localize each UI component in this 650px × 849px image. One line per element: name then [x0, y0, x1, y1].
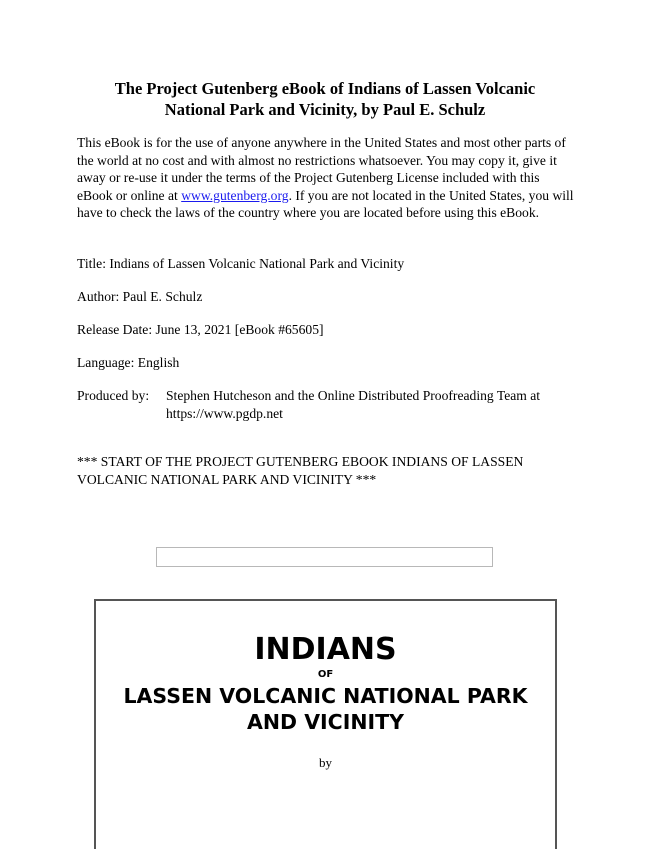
meta-author: Author: Paul E. Schulz — [77, 289, 203, 304]
cover-title-box — [94, 599, 557, 849]
produced-by-value: Stephen Hutcheson and the Online Distributed Proofreading Team at https://www.pgdp.net — [166, 388, 541, 421]
meta-title: Title: Indians of Lassen Volcanic National Park and Vicinity — [77, 256, 405, 271]
meta-language: Language: English — [77, 355, 180, 370]
produced-by-label: Produced by: — [77, 388, 150, 403]
book-title-line1: The Project Gutenberg eBook of Indians of Lassen Volcanic — [114, 79, 536, 98]
gutenberg-link[interactable]: www.gutenberg.org — [181, 187, 289, 203]
cover-subtitle-line1: LASSEN VOLCANIC NATIONAL PARK — [123, 684, 528, 708]
cover-of: OF — [317, 669, 334, 680]
horizontal-rule-box — [156, 547, 493, 567]
cover-title: INDIANS — [254, 632, 397, 667]
meta-release-date: Release Date: June 13, 2021 [eBook #65605] — [77, 322, 324, 337]
cover-by: by — [319, 755, 332, 770]
book-title-line2: National Park and Vicinity, by Paul E. Schulz — [164, 100, 486, 119]
cover-subtitle-line2: AND VICINITY — [247, 710, 404, 734]
intro-text-before-link: This eBook is for the use of anyone anywhere in the United States and most other parts of the world at no cost and with almost no restrictions whatsoever. You may copy it, give it away or re-use it under the terms of the Project Gutenberg License included with this eBook or online at — [77, 135, 566, 203]
start-marker: *** START OF THE PROJECT GUTENBERG EBOOK INDIANS OF LASSEN VOLCANIC NATIONAL PARK AND VICINITY *** — [77, 454, 524, 487]
intro-paragraph — [77, 134, 577, 222]
cover-subtitle — [96, 683, 555, 735]
intro-text-after-link: . If you are not located in the United States, you will have to check the laws of the country where you are located before using this eBook. — [77, 187, 574, 221]
book-title — [70, 78, 580, 120]
